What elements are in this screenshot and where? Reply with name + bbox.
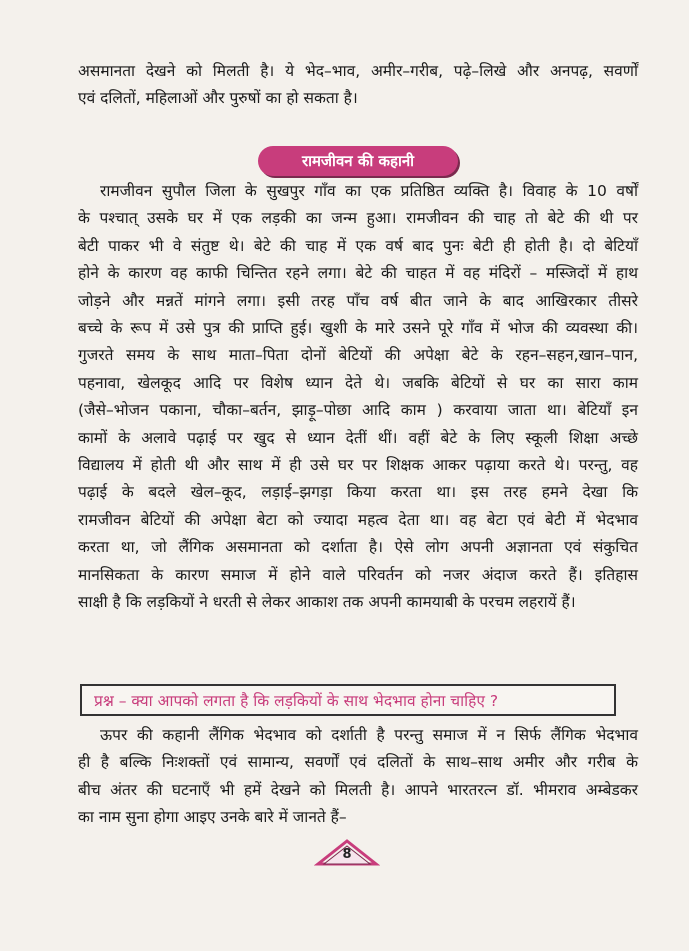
story-line: पहनावा, खेलकूद आदि पर विशेष ध्यान देते थे। जबकि बेटियों से घर का सारा काम	[78, 373, 638, 392]
story-line: जोड़ने और मन्नतें मांगने लगा। इसी तरह पाँच वर्ष बीत जाने के बाद आखिरकार तीसरे	[78, 291, 638, 310]
question-text: प्रश्न – क्या आपको लगता है कि लड़कियों के साथ भेदभाव होना चाहिए ?	[94, 692, 499, 710]
page-number: 8	[342, 847, 352, 862]
story-line: के पश्चात् उसके घर में एक लड़की का जन्म हुआ। रामजीवन की चाह तो बेटे की थी पर	[78, 209, 638, 228]
story-line: रामजीवन सुपौल जिला के सुखपुर गाँव का एक प्रतिष्ठित व्यक्ति है। विवाह के 10 वर्षों	[100, 182, 638, 200]
intro-line: असमानता देखने को मिलती है। ये भेद–भाव, अमीर–गरीब, पढ़े–लिखे और अनपढ़, सवर्णों	[78, 62, 638, 80]
story-line: साक्षी है कि लड़कियों ने धरती से लेकर आकाश तक अपनी कामयाबी के परचम लहरायें हैं।	[78, 593, 576, 612]
story-line: बेटी पाकर भी वे संतुष्ट थे। बेटे की चाह में एक वर्ष बाद पुनः बेटी ही होती है। दो बेटियाँ	[78, 236, 638, 255]
story-line: गुजरते समय के साथ माता–पिता दोनों बेटियों की अपेक्षा बेटे के रहन–सहन,खान–पान,	[78, 346, 638, 365]
story-line: बच्चे के रूप में उसे पुत्र की प्राप्ति हुई। खुशी के मारे उसने पूरे गाँव में भोज की व्यवस्था की।	[78, 319, 638, 338]
closing-line: ऊपर की कहानी लैंगिक भेदभाव को दर्शाती है परन्तु समाज में न सिर्फ लैंगिक भेदभाव	[100, 726, 638, 744]
closing-line: बीच अंतर की घटनाएँ भी हमें देखने को मिलती है। आपने भारतरत्न डॉ. भीमराव अम्बेडकर	[78, 780, 638, 799]
story-line: विद्यालय में होती थी और साथ में ही उसे घर पर शिक्षक आकर पढ़ाया करते थे। परन्तु, वह	[78, 456, 638, 475]
closing-line: ही है बल्कि निःशक्तों एवं सामान्य, सवर्णों एवं दलितों के साथ–साथ अमीर और गरीब के	[78, 753, 638, 772]
page-number-badge	[314, 838, 380, 866]
section-heading: रामजीवन की कहानी	[301, 152, 415, 170]
story-line: पढ़ाई के बदले खेल–कूद, लड़ाई–झगड़ा किया करता था। इस तरह हमने देखा कि	[78, 483, 638, 502]
story-paragraph	[78, 178, 638, 617]
story-line: होने के कारण वह काफी चिन्तित रहने लगा। बेटे की चाहत में वह मंदिरों – मस्जिदों में हाथ	[78, 264, 638, 283]
story-line: कामों के अलावे पढ़ाई पर खुद से ध्यान देतीं थीं। वहीं बेटे के लिए स्कूली शिक्षा अच्छे	[78, 428, 638, 447]
closing-line: का नाम सुना होगा आइए उनके बारे में जानते हैं–	[78, 808, 347, 827]
story-line: मानसिकता के कारण समाज में होने वाले परिवर्तन को नजर अंदाज करते हैं। इतिहास	[78, 565, 638, 584]
closing-paragraph	[78, 722, 638, 832]
intro-line: एवं दलितों, महिलाओं और पुरुषों का हो सकता है।	[78, 89, 358, 108]
question-box	[80, 684, 616, 716]
story-line: करता था, जो लैंगिक असमानता को दर्शाता है। ऐसे लोग अपनी अज्ञानता एवं संकुचित	[78, 538, 638, 557]
story-line: रामजीवन बेटियों की अपेक्षा बेटा को ज्यादा महत्व देता था। वह बेटा एवं बेटी में भेदभाव	[78, 510, 638, 529]
intro-paragraph	[78, 58, 638, 113]
section-heading-badge	[258, 146, 458, 176]
story-line: (जैसे–भोजन पकाना, चौका–बर्तन, झाड़ू–पोछा आदि काम ) करवाया जाता था। बेटियाँ इन	[78, 401, 638, 420]
